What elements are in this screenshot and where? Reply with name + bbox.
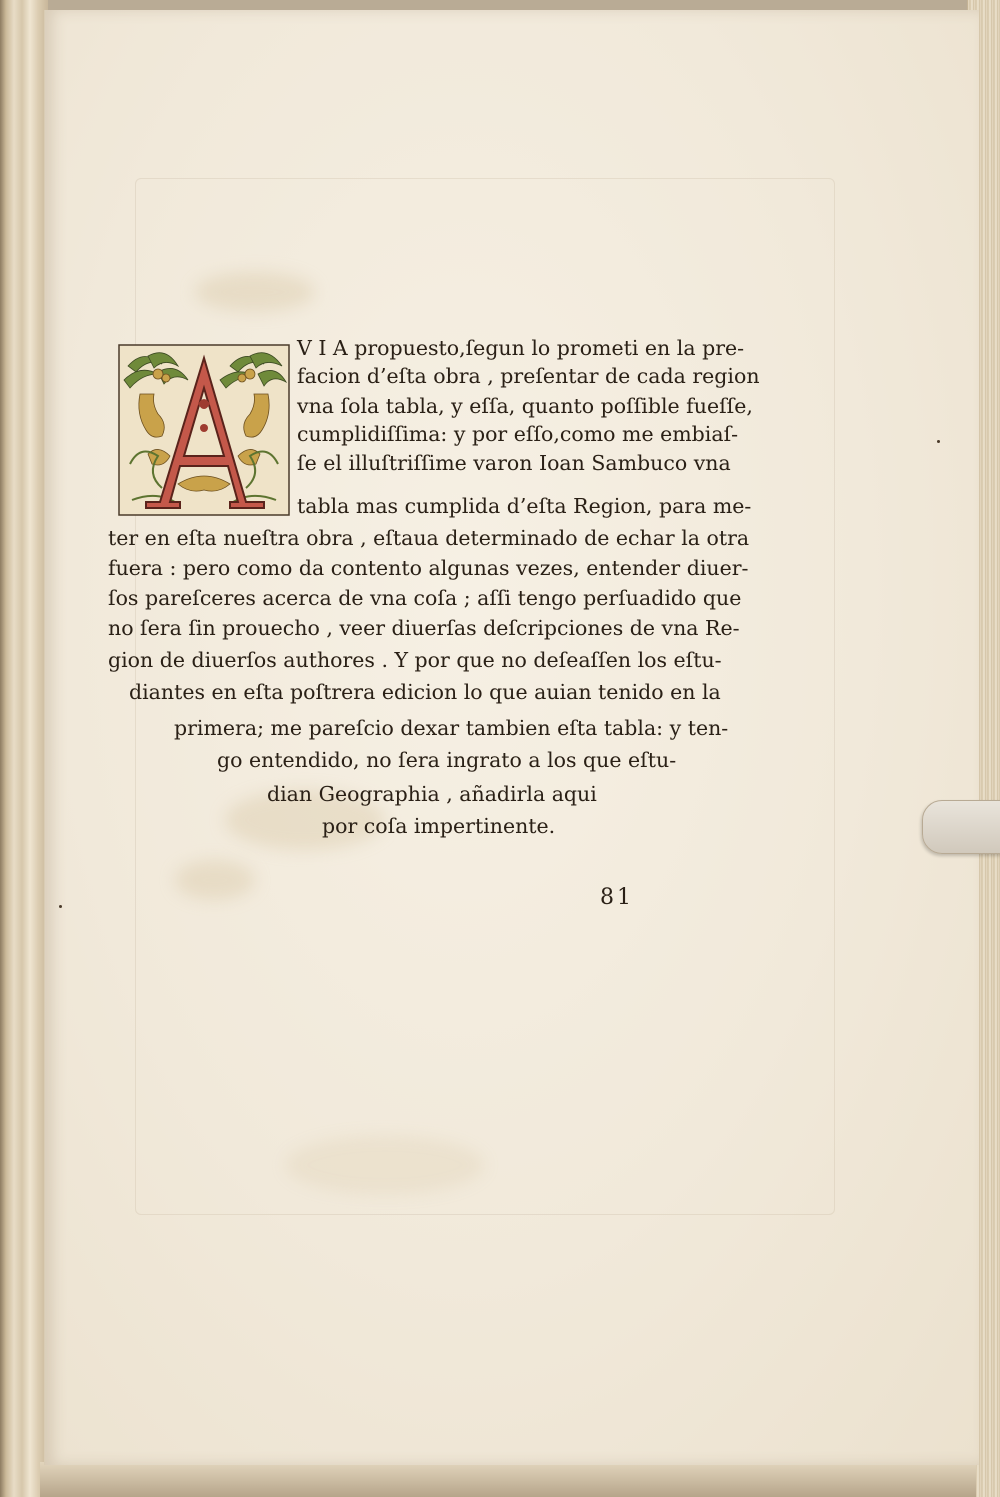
text-line: fuera : pero como da contento algunas vezes, entender diuer- <box>108 556 749 580</box>
text-line: V I A propuesto,ſegun lo prometi en la pre- <box>297 336 745 360</box>
text-line: primera; me pareſcio dexar tambien eſta tabla: y ten- <box>174 716 729 740</box>
paper-speck <box>59 905 62 908</box>
text-line: diantes en eſta poſtrera edicion lo que auian tenido en la <box>129 680 721 704</box>
text-line: ſos pareſceres acerca de vna coſa ; aſſi tengo perſuadido que <box>108 586 742 610</box>
text-line: facion d’eſta obra , preſentar de cada region <box>297 364 760 388</box>
book-left-page-edge <box>0 0 48 1497</box>
decorated-initial-letter <box>118 344 290 516</box>
book-bottom-edge <box>40 1462 976 1497</box>
text-line: dian Geographia , añadirla aqui <box>267 782 597 806</box>
text-line: vna ſola tabla, y eſſa, quanto poſſible fueſſe, <box>297 394 753 418</box>
text-line: cumplidiſſima: y por eſſo,como me embiaſ- <box>297 422 739 446</box>
text-line: por coſa impertinente. <box>322 814 556 838</box>
paper-stain <box>285 1135 485 1195</box>
text-line: tabla mas cumplida d’eſta Region, para me- <box>297 494 752 518</box>
paper-stain <box>195 272 315 312</box>
page-number: 81 <box>600 885 634 910</box>
text-line: no ſera ſin prouecho , veer diuerſas deſcripciones de vna Re- <box>108 616 740 640</box>
paper-stain <box>175 860 255 900</box>
text-line: ter en eſta nueſtra obra , eſtaua determinado de echar la otra <box>108 526 750 550</box>
paper-speck <box>937 440 940 443</box>
text-line: ſe el illuſtriſſime varon Ioan Sambuco vna <box>297 451 731 475</box>
bookmark-tab <box>922 800 1000 854</box>
text-line: go entendido, no ſera ingrato a los que eſtu- <box>217 748 677 772</box>
text-line: gion de diuerſos authores . Y por que no deſeaſſen los eſtu- <box>108 648 722 672</box>
